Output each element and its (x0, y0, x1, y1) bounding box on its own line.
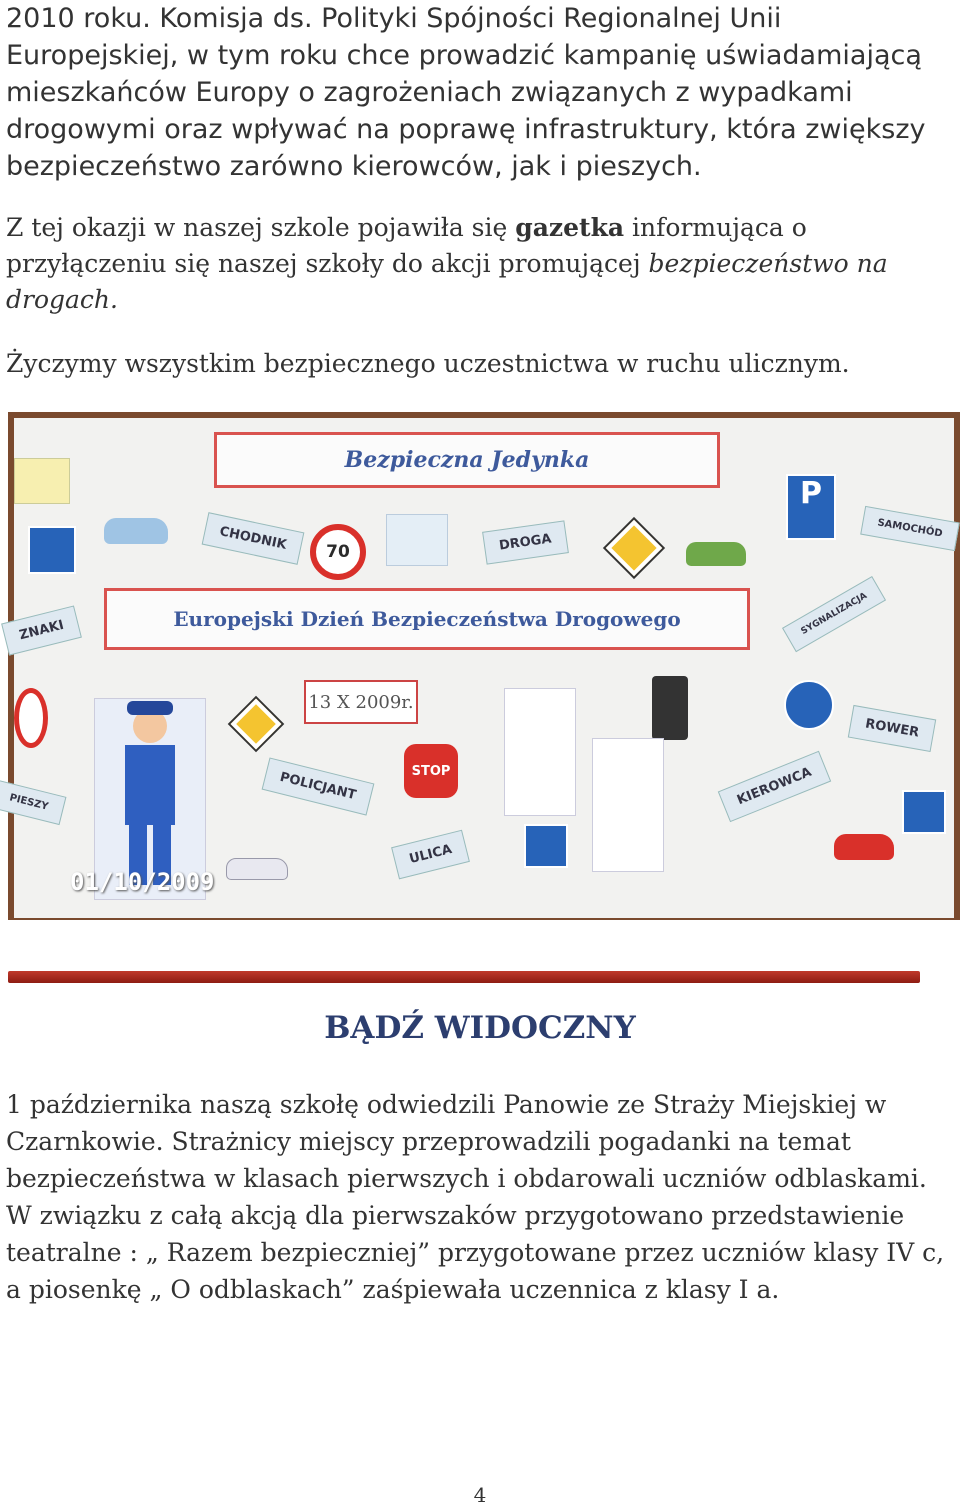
priority-road-sign-icon (606, 520, 663, 577)
stop-sign-icon: STOP (404, 744, 458, 798)
bulletin-board (8, 418, 954, 918)
label-chodnik: CHODNIK (202, 512, 305, 565)
wishes-paragraph: Życzymy wszystkim bezpiecznego uczestnictwa w ruchu ulicznym. (6, 349, 850, 378)
banner-event-title: Europejski Dzień Bezpieczeństwa Drogowego (104, 588, 750, 650)
label-sygnalizacja: SYGNALIZACJA (782, 576, 886, 652)
police-car-icon (226, 858, 288, 880)
gazetka-bold-word: gazetka (515, 213, 625, 242)
poem-sheet (592, 738, 664, 872)
label-rower: ROWER (848, 705, 937, 752)
roundabout-sign-icon (784, 680, 834, 730)
label-ulica: ULICA (391, 830, 470, 880)
cyclist-picture (386, 514, 448, 566)
page-number: 4 (473, 1483, 487, 1507)
label-samochod: SAMOCHÓD (860, 506, 959, 551)
red-car-icon (834, 834, 894, 860)
banner-school-name: Bezpieczna Jedynka (214, 432, 720, 488)
gazetka-italic-text: bezpieczeństwo na drogach. (6, 249, 888, 314)
hospital-sign-icon (524, 824, 568, 868)
section-heading: BĄDŹ WIDOCZNY (324, 1010, 636, 1046)
green-car-icon (686, 542, 746, 566)
photo-date-stamp: 01/10/2009 (70, 868, 215, 896)
parking-sign-icon: P (786, 474, 836, 540)
blue-car-icon (104, 518, 168, 544)
gazetka-text-part2: informująca o przyłączeniu się naszej szkoły do akcji promującej (6, 213, 807, 278)
label-kierowca: KIEROWCA (718, 751, 831, 822)
priority-road-sign-icon (231, 699, 282, 750)
bicycle-path-sign-icon (902, 790, 946, 834)
gazetka-paragraph (6, 210, 956, 318)
no-entry-sign-icon (14, 688, 48, 748)
poem-sheet (504, 688, 576, 816)
event-date-box: 13 X 2009r. (304, 680, 418, 724)
bulletin-board-photo (8, 412, 960, 920)
direction-arrows-sign-icon (28, 526, 76, 574)
traffic-light-icon (652, 676, 688, 740)
label-droga: DROGA (482, 520, 568, 564)
speed-limit-sign-icon: 70 (310, 524, 366, 580)
intro-paragraph: 2010 roku. Komisja ds. Polityki Spójności Regionalnej Unii Europejskiej, w tym roku chce prowadzić kampanię uświadamiającą mieszkańców Europy o zagrożeniach związanych z wypadkami drogowymi oraz wpływać na poprawę infrastruktury, która zwiększy bezpieczeństwo zarówno kierowców, jak i pieszych. (6, 3, 926, 182)
section-divider (8, 971, 920, 983)
label-policjant: POLICJANT (262, 757, 375, 815)
label-pieszy: PIESZY (0, 780, 66, 825)
label-znaki: ZNAKI (1, 605, 82, 655)
visit-paragraph: 1 października naszą szkołę odwiedzili Panowie ze Straży Miejskiej w Czarnkowie. Strażnicy miejscy przeprowadzili pogadanki na temat bezpieczeństwa w klasach pierwszych i obdarowali uczniów odblaskami. W związku z całą akcją dla pierwszaków przygotowano przedstawienie teatralne : „ Razem bezpieczniej” przygotowane przez uczniów klasy IV c, a piosenkę „ O odblaskach” zaśpiewała uczennica z klasy I a. (6, 1090, 945, 1304)
corner-poster (14, 458, 70, 504)
gazetka-text-part1: Z tej okazji w naszej szkole pojawiła się (6, 213, 516, 242)
